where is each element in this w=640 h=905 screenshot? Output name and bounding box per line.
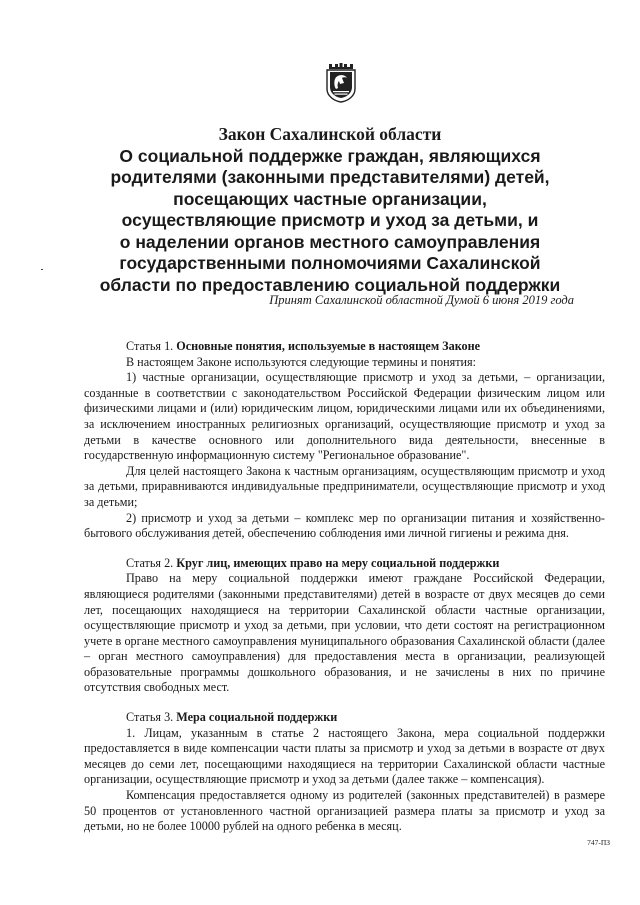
paragraph: 2) присмотр и уход за детьми – комплекс мер по организации питания и хозяйственно-бытового обслуживания детей, обеспечению соблюдения ими личной гигиены и режима дня. (84, 510, 605, 541)
title-line: государственными полномочиями Сахалинской (119, 253, 541, 273)
article-number: Статья 1. (126, 339, 174, 353)
paragraph: Компенсация предоставляется одному из родителей (законных представителей) в размере 50 процентов от установленного частной организацией размера платы за присмотр и уход за детьми, но не более 10000 рублей на одного ребенка в месяц. (84, 788, 605, 834)
article-2 (84, 556, 605, 696)
adoption-note: Принят Сахалинской областной Думой 6 июня 2019 года (269, 293, 574, 307)
article-number: Статья 2. (126, 555, 174, 570)
sakhalin-coat-of-arms-icon (326, 63, 356, 103)
article-title: Мера социальной поддержки (176, 710, 338, 725)
law-body (84, 339, 605, 849)
scan-speck (41, 269, 43, 270)
paragraph: 1. Лицам, указанным в статье 2 настоящего Закона, мера социальной поддержки предоставляется в виде компенсации части платы за присмотр и уход за детьми в возрасте от двух месяцев до семи лет, посещающими находящиеся на территории Сахалинской области частные организации, осуществляющие присмотр и уход за детьми (далее также – компенсация). (84, 725, 605, 787)
law-title (60, 124, 600, 296)
document-code: 747-ПЗ (587, 838, 610, 847)
article-title: Круг лиц, имеющих право на меру социальной поддержки (176, 555, 500, 570)
article-title: Основные понятия, используемые в настоящем Законе (176, 339, 481, 353)
article-3 (84, 710, 605, 835)
article-1 (84, 339, 605, 542)
paragraph: В настоящем Законе используются следующие термины и понятия: (126, 354, 477, 369)
title-line: осуществляющие присмотр и уход за детьми, и (121, 210, 539, 230)
title-line: посещающих частные организации, (173, 188, 487, 209)
title-line: родителями (законными представителями) детей, (110, 167, 550, 187)
paragraph: Для целей настоящего Закона к частным организациям, осуществляющим присмотр и уход за детьми, приравниваются индивидуальные предприниматели, осуществляющие присмотр и уход за детьми; (84, 463, 605, 509)
article-heading (84, 339, 605, 355)
title-line: Закон Сахалинской области (218, 124, 442, 144)
article-number: Статья 3. (126, 710, 174, 725)
title-line: области по предоставлению социальной поддержки (99, 274, 561, 295)
article-heading (84, 556, 605, 572)
title-line: О социальной поддержке граждан, являющихся (119, 145, 541, 166)
title-line: о наделении органов местного самоуправления (119, 231, 541, 252)
paragraph: Право на меру социальной поддержки имеют граждане Российской Федерации, являющиеся родителями (законными представителями) детей в возрасте от двух месяцев до семи лет, посещающих находящиеся на территории Сахалинской области частные организации, осуществляющие присмотр и уход за детьми, при условии, что дети состоят на регистрационном учете в органе местного самоуправления муниципального образования Сахалинской области (далее – орган местного самоуправления) для предоставления места в организации, реализующей образовательные программы дошкольного образования, и не зачислены в них по причине отсутствия свободных мест. (84, 571, 605, 695)
article-heading (84, 710, 605, 726)
paragraph: 1) частные организации, осуществляющие присмотр и уход за детьми, – организации, созданные в соответствии с законодательством Российской Федерации физическим лицом или физическими лицами и (или) юридическим лицом, юридическими лицами или их объединениями, за исключением иностранных религиозных организаций, осуществляющие присмотр и уход за детьми в качестве основного или дополнительного вида деятельности, внесенные в государственную информационную систему "Региональное образование". (84, 370, 605, 463)
